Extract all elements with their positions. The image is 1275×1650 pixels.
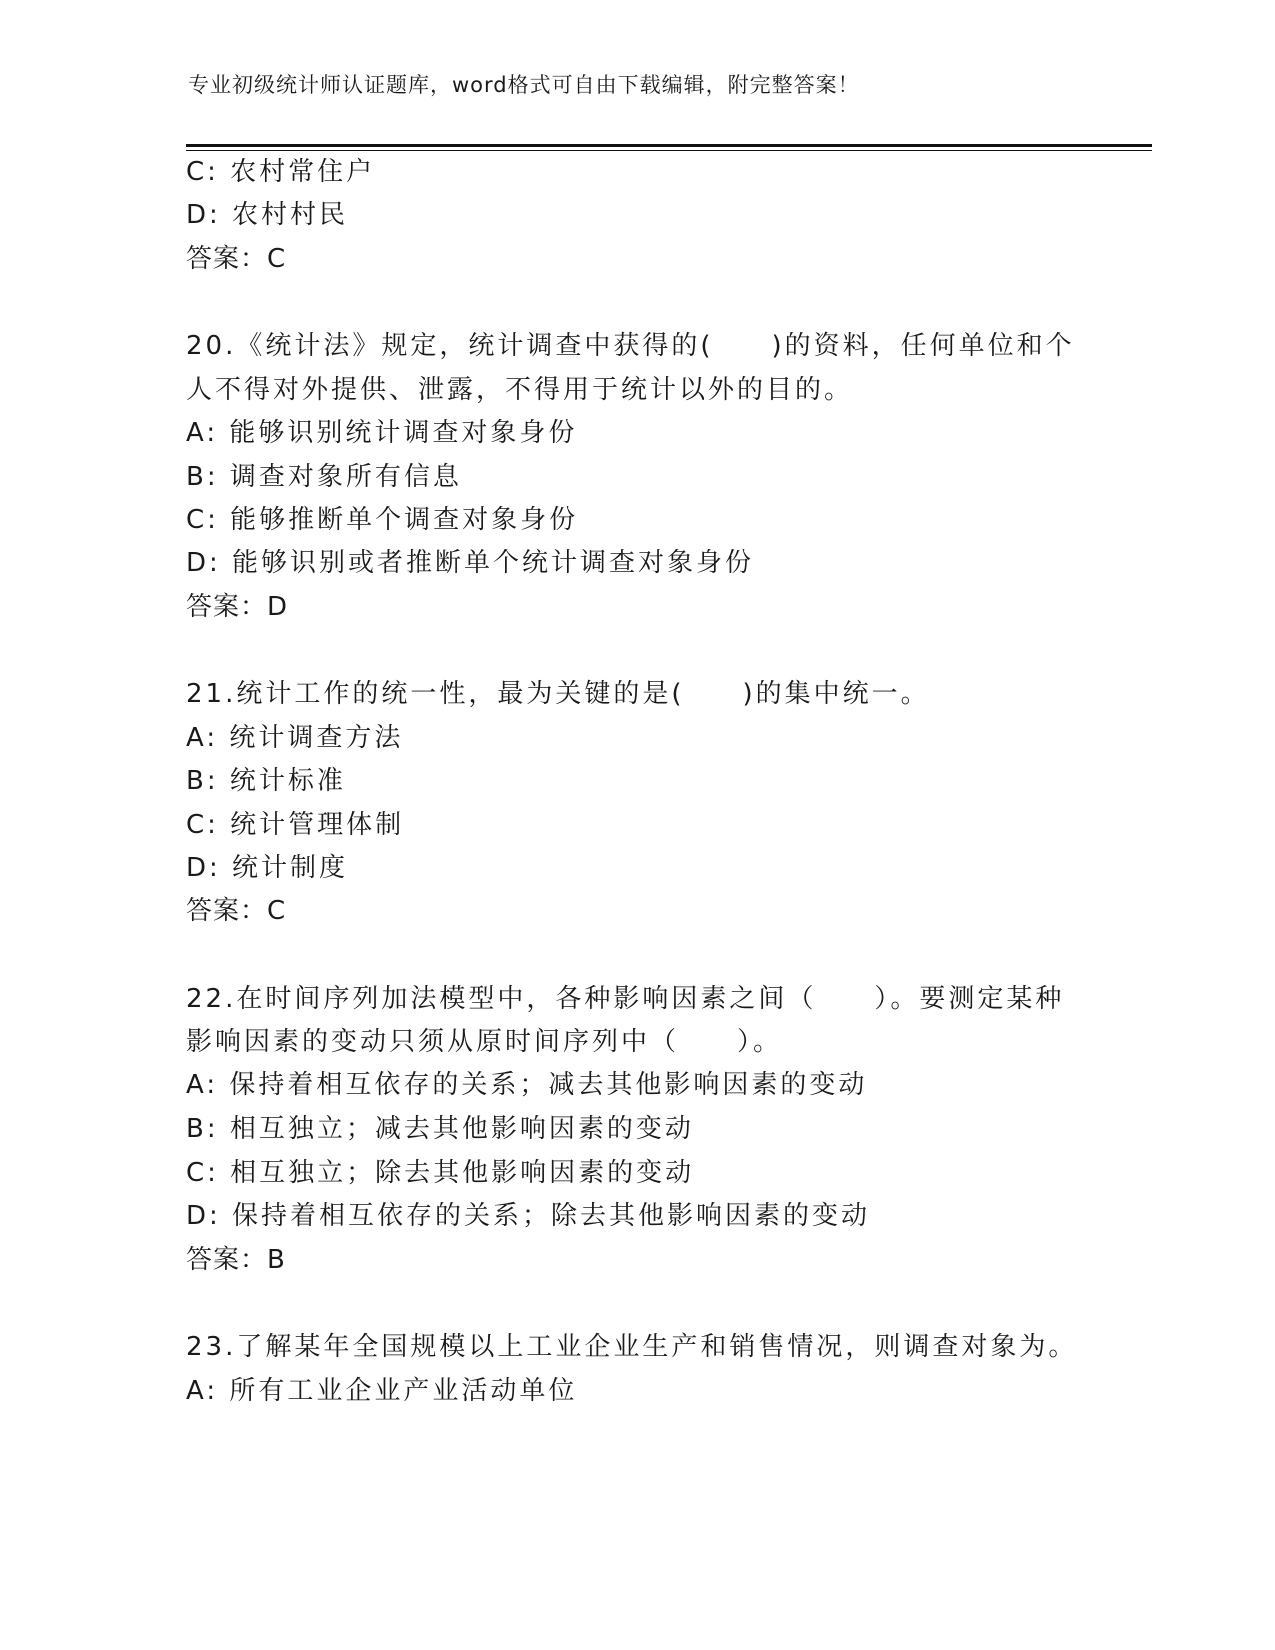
option-d: D: 能够识别或者推断单个统计调查对象身份	[186, 548, 755, 578]
option-a: A: 统计调查方法	[186, 723, 404, 753]
option-a: A: 能够识别统计调查对象身份	[186, 418, 578, 448]
option-d: D: 保持着相互依存的关系；除去其他影响因素的变动	[186, 1201, 871, 1231]
answer-line: 答案：D	[186, 592, 289, 622]
option-d: D: 农村村民	[186, 200, 349, 230]
header-rule	[186, 144, 1152, 151]
question-text: 影响因素的变动只须从原时间序列中（ ）。	[186, 1027, 783, 1057]
answer-line: 答案：B	[186, 1245, 286, 1275]
option-b: B: 统计标准	[186, 766, 346, 796]
question-text: 人不得对外提供、泄露，不得用于统计以外的目的。	[186, 375, 854, 405]
option-c: C: 能够推断单个调查对象身份	[186, 505, 579, 535]
option-c: C: 相互独立；除去其他影响因素的变动	[186, 1158, 695, 1188]
option-c: C: 农村常住户	[186, 157, 376, 187]
answer-line: 答案：C	[186, 896, 287, 926]
option-b: B: 调查对象所有信息	[186, 462, 462, 492]
question-text: 20.《统计法》规定，统计调查中获得的( )的资料，任何单位和个	[186, 331, 1075, 361]
question-text: 23.了解某年全国规模以上工业企业生产和销售情况，则调查对象为。	[186, 1332, 1078, 1362]
option-b: B: 相互独立；减去其他影响因素的变动	[186, 1114, 694, 1144]
option-c: C: 统计管理体制	[186, 810, 405, 840]
option-a: A: 所有工业企业产业活动单位	[186, 1376, 578, 1406]
option-a: A: 保持着相互依存的关系；减去其他影响因素的变动	[186, 1070, 868, 1100]
page-header: 专业初级统计师认证题库，word格式可自由下载编辑，附完整答案！	[188, 73, 860, 97]
option-d: D: 统计制度	[186, 853, 349, 883]
question-text: 22.在时间序列加法模型中，各种影响因素之间（ ）。要测定某种	[186, 984, 1065, 1014]
question-text: 21.统计工作的统一性，最为关键的是( )的集中统一。	[186, 679, 930, 709]
answer-line: 答案：C	[186, 244, 287, 274]
